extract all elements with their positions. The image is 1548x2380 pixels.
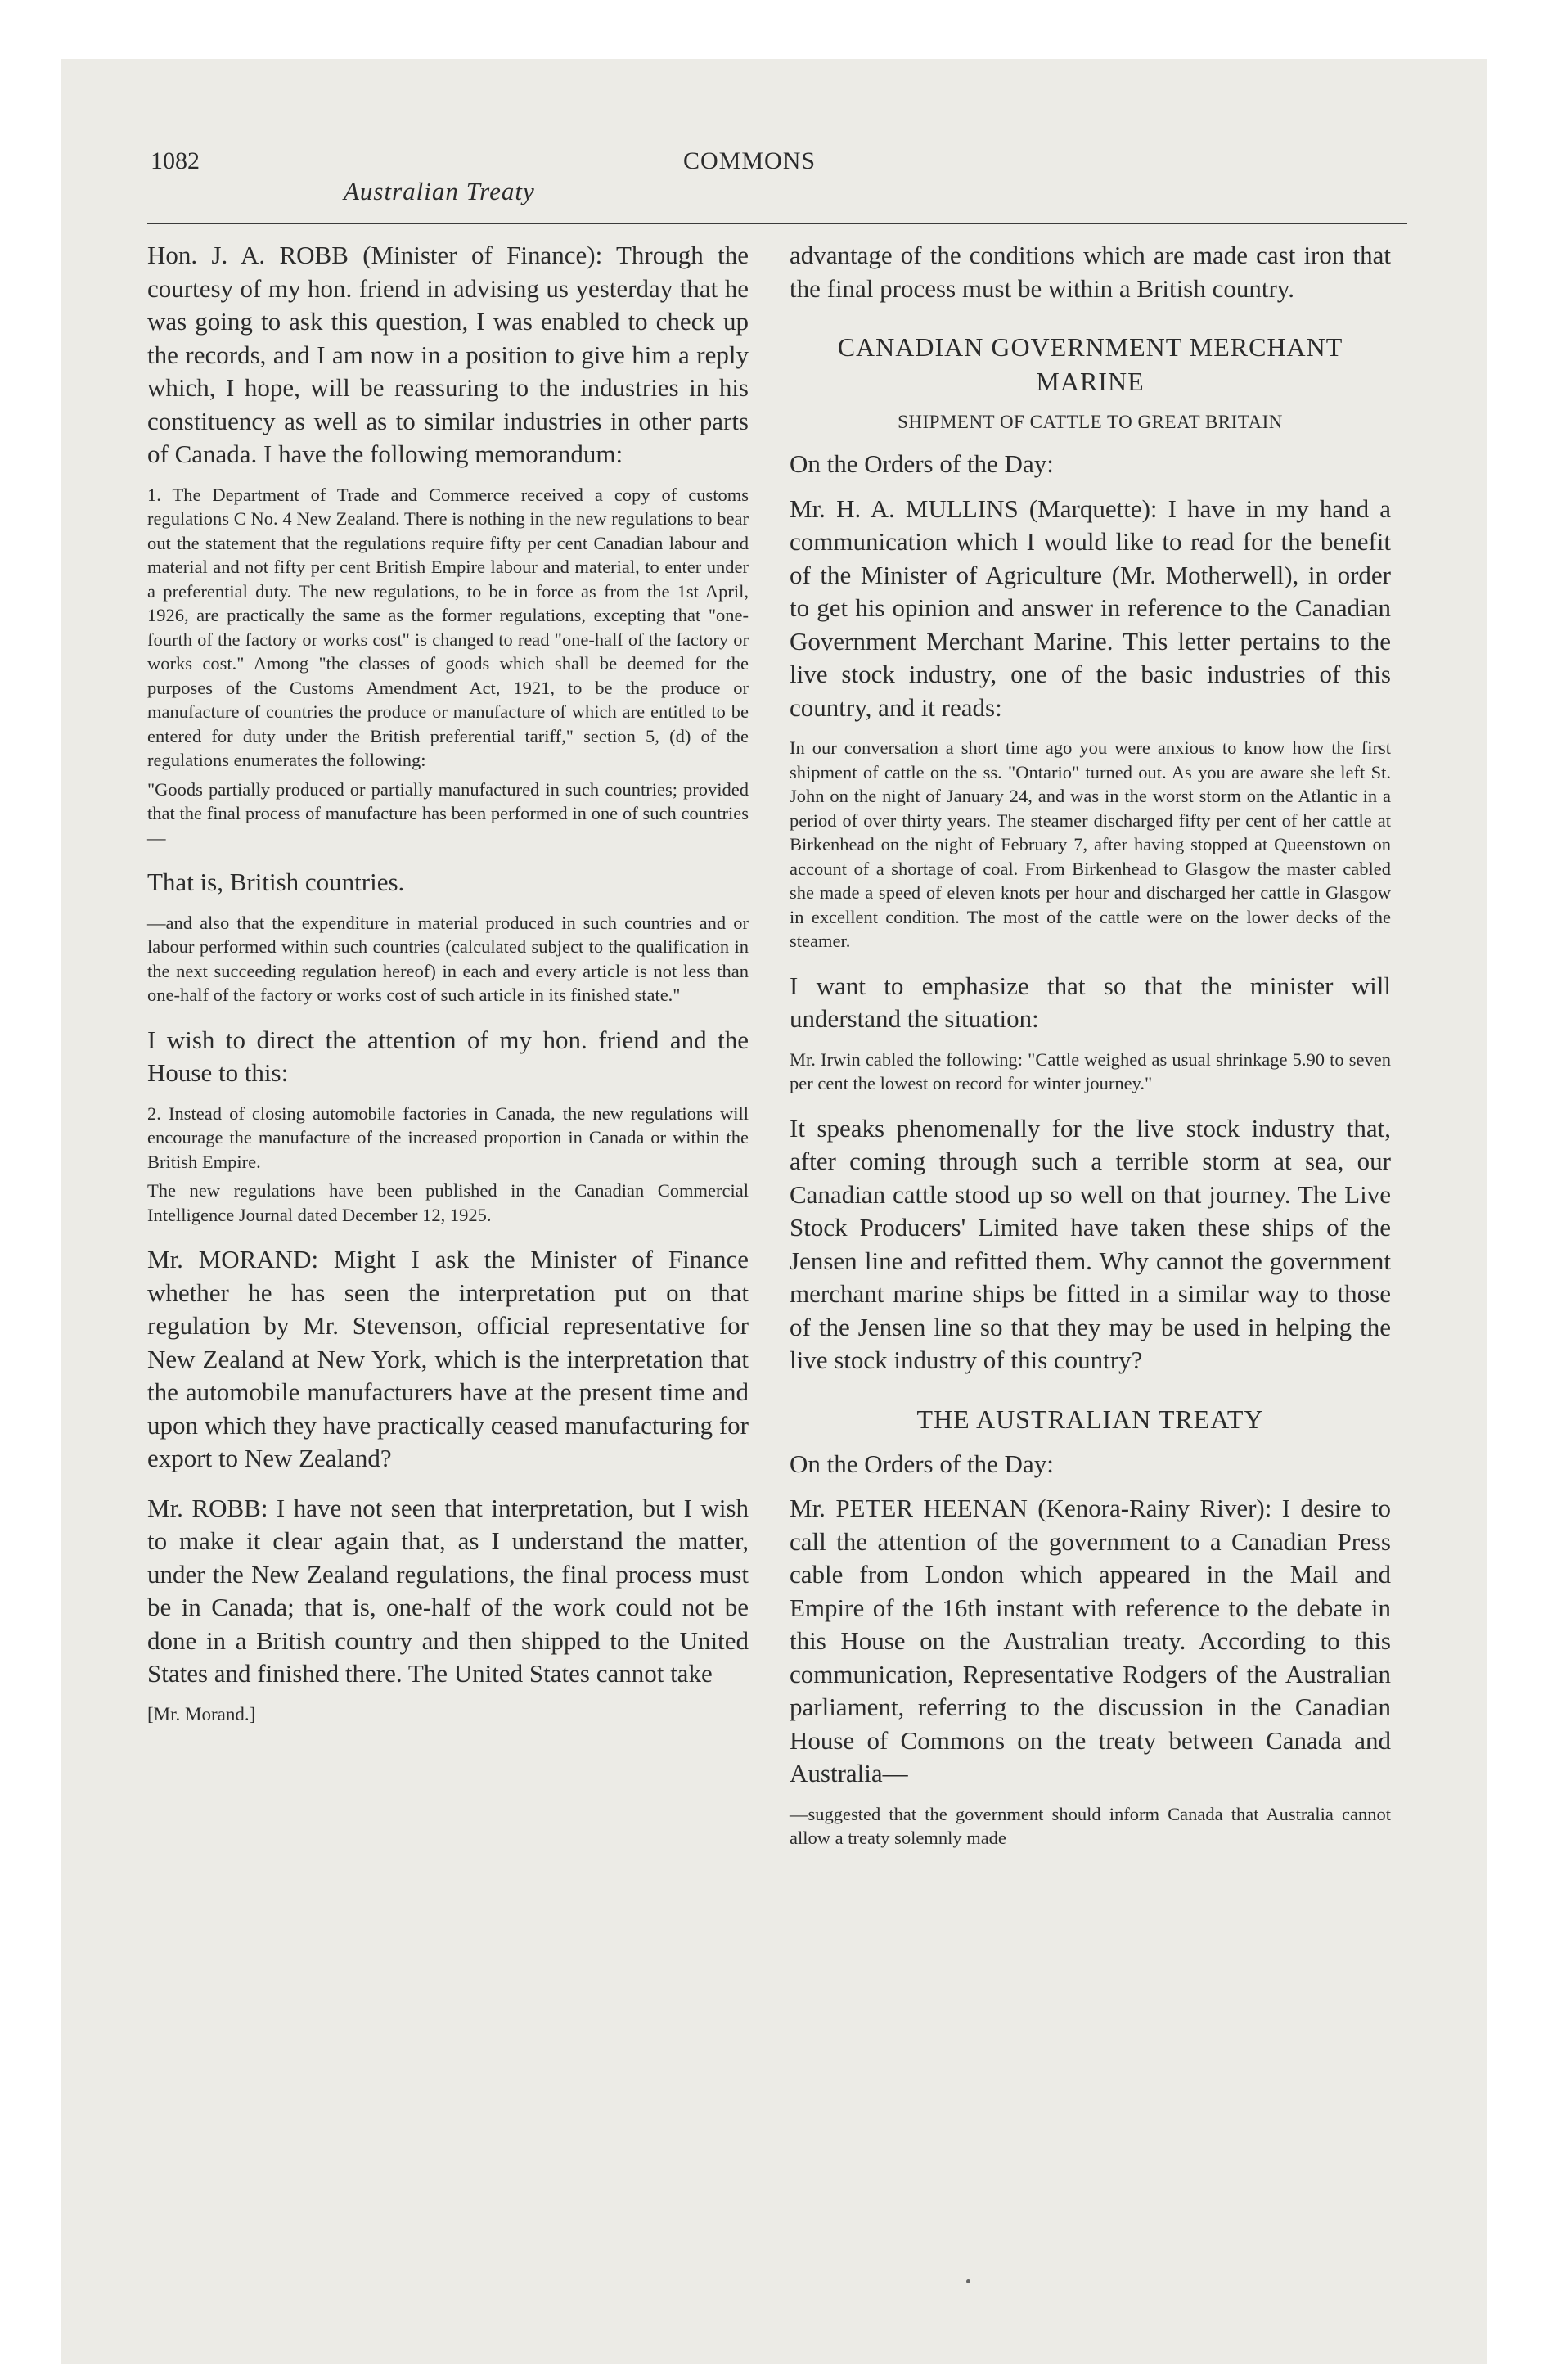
right-column [790, 239, 1391, 1855]
heenan-statement: Mr. PETER HEENAN (Kenora-Rainy River): I desire to call the attention of the government to a Canadian Press cable from London which appeared in the Mail and Empire of the 16th instant with reference to the debate in this House on the Australian treaty. According to this communication, Representative Rodgers of the Australian parliament, referring to the discussion in the Canadian House of Commons on the treaty between Canada and Australia— [790, 1494, 1391, 1787]
subheading-cattle-shipment: SHIPMENT OF CATTLE TO GREAT BRITAIN [898, 412, 1283, 432]
memorandum-item-2: 2. Instead of closing automobile factories in Canada, the new regulations will encourage the manufacture of the increased proportion in Canada or within the British Empire. [147, 1102, 749, 1172]
robb-answer: Mr. ROBB: I have not seen that interpretation, but I wish to make it clear again that, as I understand the matter, under the New Zealand regulations, the final process must be in Canada; that is, one-half of the work could not be done in a British country and then shipped to the United States and finished there. The United States cannot take [147, 1493, 749, 1688]
regulation-quote: "Goods partially produced or partially manufactured in such countries; provided that the final process of manufacture has been performed in one of such countries— [147, 778, 749, 848]
memorandum-note: The new regulations have been published in the Canadian Commercial Intelligence Journal dated December 12, 1925. [147, 1180, 749, 1225]
section-heading-merchant-marine: CANADIAN GOVERNMENT MERCHANT MARINE [837, 332, 1343, 396]
orders-of-the-day-1: On the Orders of the Day: [790, 449, 1054, 478]
left-column [147, 239, 749, 1727]
scan-dot [966, 2279, 970, 2283]
continued-paragraph: advantage of the conditions which are made cast iron that the final process must be within a British country. [790, 241, 1391, 303]
orders-of-the-day-2: On the Orders of the Day: [790, 1449, 1054, 1478]
section-heading-australian-treaty: THE AUSTRALIAN TREATY [916, 1404, 1264, 1434]
running-title: Australian Treaty [344, 177, 535, 205]
robb-statement: Hon. J. A. ROBB (Minister of Finance): Through the courtesy of my hon. friend in advising us yesterday that he was going to ask this question, I was enabled to check up the records, and I am now in a position to give him a reply which, I hope, will be reassuring to the industries in his constituency as well as to similar industries in other parts of Canada. I have the following memorandum: [147, 241, 749, 468]
header-rule [147, 223, 1407, 224]
page-header [147, 139, 1407, 229]
speaker-signature: [Mr. Morand.] [147, 1703, 256, 1724]
robb-aside: That is, British countries. [147, 868, 405, 896]
hansard-page [147, 139, 1407, 2267]
section-title: COMMONS [683, 147, 817, 174]
rodgers-quote: —suggested that the government should inform Canada that Australia cannot allow a treaty solemnly made [790, 1803, 1391, 1848]
morand-question: Mr. MORAND: Might I ask the Minister of Finance whether he has seen the interpretation put on that regulation by Mr. Stevenson, official representative for New Zealand at New York, which is the interpretation that the automobile manufacturers have at the present time and upon which they have practically ceased manufacturing for export to New Zealand? [147, 1245, 749, 1472]
irwin-cable-quote: Mr. Irwin cabled the following: "Cattle weighed as usual shrinkage 5.90 to seven per cent the lowest on record for winter journey." [790, 1048, 1391, 1093]
regulation-quote-continued: —and also that the expenditure in material produced in such countries and or labour performed within such countries (calculated subject to the qualification in the next succeeding regulation hereof) in each and every article is not less than one-half of the factory or works cost of such article in its finished state." [147, 912, 749, 1005]
mullins-statement: Mr. H. A. MULLINS (Marquette): I have in my hand a communication which I would like to read for the benefit of the Minister of Agriculture (Mr. Motherwell), in order to get his opinion and answer in reference to the Canadian Government Merchant Marine. This letter pertains to the live stock industry, one of the basic industries of this country, and it reads: [790, 494, 1391, 722]
cattle-letter-quote: In our conversation a short time ago you were anxious to know how the first shipment of cattle on the ss. "Ontario" turned out. As you are aware she left St. John on the night of January 24, and was in the worst storm on the Atlantic in a period of over thirty years. The steamer discharged fifty per cent of her cattle at Birkenhead on the night of February 7, after having stopped at Queenstown on account of a shortage of coal. From Birkenhead to Glasgow the master cabled she made a speed of eleven knots per hour and discharged her cattle in Glasgow in excellent condition. The most of the cattle were on the lower decks of the steamer. [790, 737, 1391, 951]
mullins-conclusion: It speaks phenomenally for the live stock industry that, after coming through such a terrible storm at sea, our Canadian cattle stood up so well on that journey. The Live Stock Producers' Limited have taken these ships of the Jensen line and refitted them. Why cannot the government merchant marine ships be fitted in a similar way to those of the Jensen line so that they may be used in helping the live stock industry of this country? [790, 1113, 1391, 1374]
memorandum-item-1: 1. The Department of Trade and Commerce received a copy of customs regulations C No. 4 New Zealand. There is nothing in the new regulations to bear out the statement that the regulations require fifty per cent Canadian labour and material and not fifty per cent British Empire labour and material, to enter under a preferential duty. The new regulations, to be in force as from the 1st April, 1926, are practically the same as the former regulations, excepting that "one-fourth of the factory or works cost" is changed to read "one-half of the factory or works cost." Among "the classes of goods which shall be deemed for the purposes of the Customs Amendment Act, 1921, to be the produce or manufacture of countries the produce or manufacture of which are entitled to be entered for duty under the British preferential tariff," section 5, (d) of the regulations enumerates the following: [147, 484, 749, 770]
page-number: 1082 [151, 147, 200, 174]
mullins-emphasis: I want to emphasize that so that the minister will understand the situation: [790, 971, 1391, 1033]
robb-direction: I wish to direct the attention of my hon. friend and the House to this: [147, 1025, 749, 1087]
